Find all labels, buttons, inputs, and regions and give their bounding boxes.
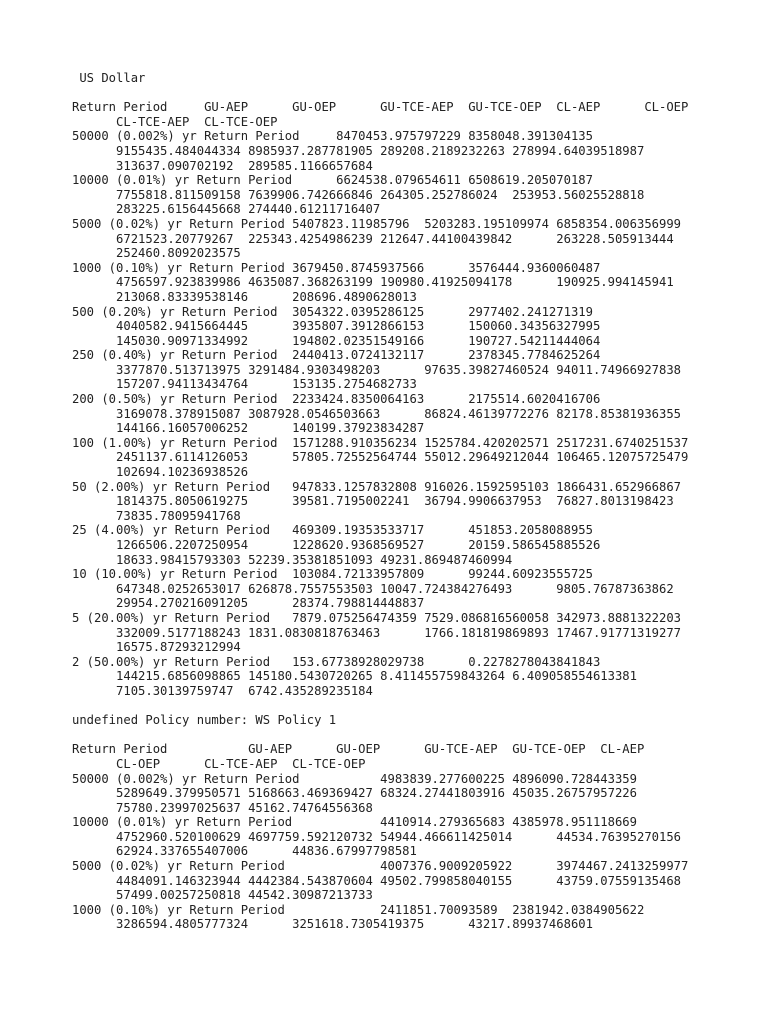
text-line: 1266506.2207250954 1228620.9368569527 20159.586545885526	[72, 538, 601, 552]
text-line: 2 (50.00%) yr Return Period 153.67738928029738 0.2278278043841843	[72, 654, 601, 669]
text-line: 252460.8092023575	[72, 246, 241, 261]
text-line: 2451137.6114126053 57805.72552564744 55012.29649212044 106465.12075725479	[72, 450, 689, 465]
text-line: 213068.83339538146 208696.4890628013	[72, 289, 417, 304]
text-line: 1000 (0.10%) yr Return Period 3679450.8745937566 3576444.9360060487	[72, 260, 601, 275]
text-line: 3169078.378915087 3087928.0546503663 86824.46139772276 82178.85381936355	[72, 406, 682, 421]
text-line: 5000 (0.02%) yr Return Period 4007376.9009205922 3974467.2413259977	[72, 859, 689, 874]
text-line: 102694.10236938526	[72, 465, 249, 480]
text-line: 647348.0252653017 626878.7557553503 10047.724384276493 9805.76787363862	[72, 581, 674, 596]
text-line: 62924.337655407006 44836.67997798581	[72, 844, 417, 859]
text-line: 50000 (0.002%) yr Return Period 4983839.277600225 4896090.728443359	[72, 771, 637, 786]
text-line: 3286594.4805777324 3251618.7305419375 43217.89937468601	[72, 917, 593, 932]
text-line: 29954.270216091205 28374.798814448837	[72, 596, 425, 611]
blank-line	[72, 699, 762, 714]
text-line: Return Period GU-AEP GU-OEP GU-TCE-AEP GU-TCE-OEP CL-AEP CL-OEP	[72, 100, 689, 115]
text-line: 7105.30139759747 6742.435289235184	[72, 683, 373, 698]
blank-line	[72, 86, 762, 101]
text-line: 313637.090702192 289585.1166657684	[72, 158, 373, 173]
text-line: 18633.98415793303 52239.35381851093 49231.869487460994	[72, 552, 513, 567]
text-line: undefined Policy number: WS Policy 1	[72, 713, 337, 728]
text-line: 500 (0.20%) yr Return Period 3054322.0395286125 2977402.241271319	[72, 304, 593, 319]
text-line: 50000 (0.002%) yr Return Period 8470453.975797229 8358048.391304135	[72, 129, 593, 144]
text-line: 4040582.9415664445 3935807.3912866153 150060.34356327995	[72, 319, 601, 334]
text-line: 3377870.513713975 3291484.9303498203 97635.39827460524 94011.74966927838	[72, 362, 682, 377]
text-line: 73835.78095941768	[72, 508, 241, 523]
text-line: 157207.94113434764 153135.2754682733	[72, 377, 417, 392]
text-line: 1000 (0.10%) yr Return Period 2411851.70093589 2381942.0384905622	[72, 902, 645, 917]
text-line: 10000 (0.01%) yr Return Period 6624538.079654611 6508619.205070187	[72, 173, 593, 188]
text-line: 75780.23997025637 45162.74764556368	[72, 800, 373, 815]
text-line: CL-TCE-AEP CL-TCE-OEP	[72, 114, 278, 129]
text-line: 50 (2.00%) yr Return Period 947833.1257832808 916026.1592595103 1866431.652966867	[72, 479, 682, 494]
text-line: US Dollar	[72, 71, 146, 85]
text-line: 5289649.379950571 5168663.469369427 68324.27441803916 45035.26757957226	[72, 786, 637, 801]
text-line: Return Period GU-AEP GU-OEP GU-TCE-AEP GU-TCE-OEP CL-AEP	[72, 742, 645, 757]
text-line: 283225.6156445668 274440.61211716407	[72, 202, 381, 217]
text-line: 25 (4.00%) yr Return Period 469309.19353533717 451853.2058088955	[72, 523, 593, 538]
text-line: 4752960.520100629 4697759.592120732 54944.466611425014 44534.76395270156	[72, 829, 682, 844]
text-line: 4484091.146323944 4442384.543870604 49502.799858040155 43759.07559135468	[72, 873, 682, 888]
text-line: 7755818.811509158 7639906.742666846 264305.252786024 253953.56025528818	[72, 187, 645, 202]
text-line: 332009.5177188243 1831.0830818763463 1766.181819869893 17467.91771319277	[72, 625, 682, 640]
text-line: 144215.6856098865 145180.5430720265 8.411455759843264 6.409058554613381	[72, 669, 637, 684]
text-line: 250 (0.40%) yr Return Period 2440413.0724132117 2378345.7784625264	[72, 348, 601, 363]
text-line: CL-OEP CL-TCE-AEP CL-TCE-OEP	[72, 756, 366, 771]
text-line: 200 (0.50%) yr Return Period 2233424.8350064163 2175514.6020416706	[72, 392, 601, 407]
text-line: 144166.16057006252 140199.37923834287	[72, 421, 425, 436]
document-text	[72, 71, 762, 932]
text-line: 9155435.484044334 8985937.287781905 289208.2189232263 278994.64039518987	[72, 143, 645, 158]
text-line: 5 (20.00%) yr Return Period 7879.075256474359 7529.086816560058 342973.8881322203	[72, 610, 682, 625]
text-line: 10000 (0.01%) yr Return Period 4410914.279365683 4385978.951118669	[72, 815, 637, 830]
text-line: 5000 (0.02%) yr Return Period 5407823.11985796 5203283.195109974 6858354.006356999	[72, 216, 682, 231]
text-line: 10 (10.00%) yr Return Period 103084.72133957809 99244.60923555725	[72, 567, 593, 582]
text-line: 57499.00257250818 44542.30987213733	[72, 888, 373, 903]
text-line: 100 (1.00%) yr Return Period 1571288.910356234 1525784.420202571 2517231.6740251537	[72, 435, 689, 450]
text-line: 1814375.8050619275 39581.7195002241 36794.9906637953 76827.8013198423	[72, 494, 674, 509]
blank-line	[72, 728, 762, 743]
text-line: 16575.87293212994	[72, 640, 241, 655]
text-line: 145030.90971334992 194802.02351549166 190727.54211444064	[72, 333, 601, 348]
text-line: 6721523.20779267 225343.4254986239 212647.44100439842 263228.505913444	[72, 231, 674, 246]
text-line: 4756597.923839986 4635087.368263199 190980.41925094178 190925.994145941	[72, 275, 674, 290]
